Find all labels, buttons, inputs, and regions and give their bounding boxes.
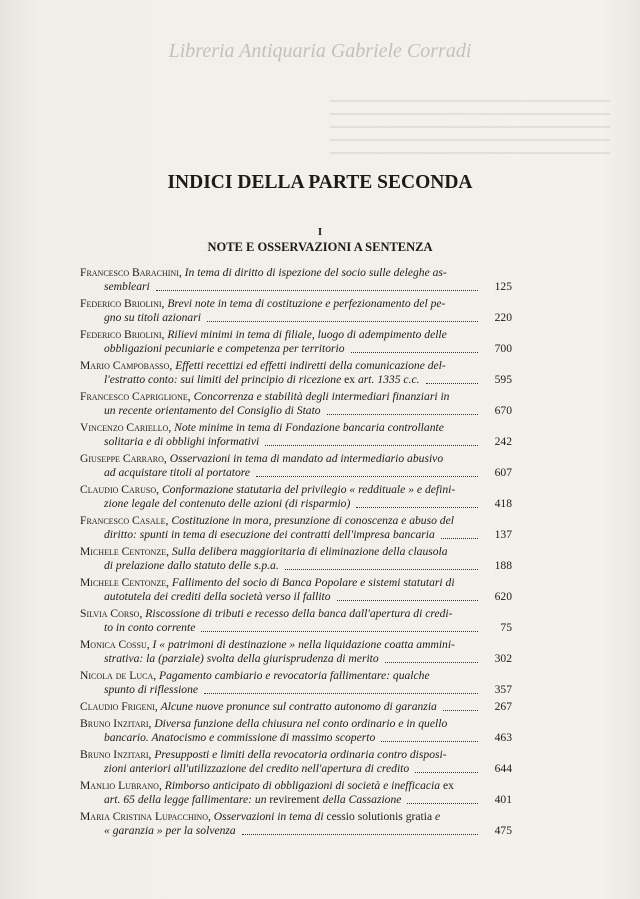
dot-leader — [381, 741, 478, 742]
entry-text — [80, 421, 482, 449]
title-text: Rilievi minimi in tema di filiale, luogo di adempimento delle — [167, 328, 447, 341]
dot-leader — [156, 290, 478, 291]
entry-line-text — [104, 652, 379, 666]
entry-author: Silvia Corso — [80, 607, 140, 620]
entry-line-text — [104, 497, 350, 511]
entry-title — [104, 652, 379, 665]
entry-text — [80, 638, 482, 666]
entry-line-text — [104, 466, 250, 480]
entry-text — [80, 717, 482, 745]
dot-leader — [327, 414, 478, 415]
page-number: 463 — [494, 731, 512, 744]
entry-line-text — [104, 762, 409, 776]
index-entry — [80, 266, 512, 294]
title-text: « garanzia » per la solvenza — [104, 824, 236, 837]
entry-line: Francesco Capriglione, Concorrenza e stabilità degli intermediari finanziari in — [80, 390, 450, 403]
page-number: 357 — [494, 683, 512, 696]
entry-line: Bruno Inzitari, Diversa funzione della chiusura nel conto ordinario e in quello — [80, 717, 448, 730]
title-text: Sulla delibera maggioritaria di eliminazione della clausola — [171, 545, 448, 558]
entry-title — [104, 342, 345, 355]
entry-text — [80, 390, 482, 418]
dot-leader — [415, 772, 478, 773]
index-entry — [80, 359, 512, 387]
index-entry — [80, 576, 512, 604]
entry-title — [154, 748, 446, 761]
dot-leader — [207, 321, 478, 322]
entry-line-text — [104, 435, 259, 449]
entry-title — [104, 497, 350, 510]
entry-line: Michele Centonze, Fallimento del socio di Banca Popolare e sistemi statutari di — [80, 576, 455, 589]
index-entry — [80, 328, 512, 356]
entry-title — [194, 390, 450, 403]
title-text: zione legale del contenuto delle azioni (di risparmio) — [104, 497, 351, 510]
entry-line — [80, 435, 482, 449]
title-text: Brevi note in tema di costituzione e perfezionamento del pe- — [167, 297, 446, 310]
entry-title — [104, 559, 279, 572]
entry-line — [80, 762, 482, 776]
entry-text — [80, 700, 482, 714]
title-text: In tema di diritto di ispezione del socio sulle deleghe as- — [184, 266, 447, 279]
entry-line-text — [104, 342, 345, 356]
title-text: autotutela dei crediti della società verso il fallito — [104, 590, 331, 603]
title-text: art. 1335 c.c. — [355, 373, 420, 386]
title-text: Osservazioni in tema di mandato ad intermediario abusivo — [169, 452, 444, 465]
entry-author: Francesco Capriglione — [80, 390, 188, 403]
entry-author: Bruno Inzitari — [80, 717, 149, 730]
entry-line-text — [104, 404, 321, 418]
page-number: 302 — [494, 652, 512, 665]
title-text: Costituzione in mora, presunzione di conoscenza e abuso del — [171, 514, 454, 527]
entry-line — [80, 497, 482, 511]
entry-title — [104, 621, 195, 634]
page-number: 607 — [494, 466, 512, 479]
index-entry — [80, 545, 512, 573]
entry-line: Claudio Caruso, Conformazione statutaria del privilegio « reddituale » e defini- — [80, 483, 456, 496]
entry-title — [104, 590, 331, 603]
title-text: obbligazioni pecuniarie e competenza per territorio — [104, 342, 345, 355]
entry-author: Bruno Inzitari — [80, 748, 149, 761]
entry-title — [104, 683, 198, 696]
entry-text — [80, 576, 482, 604]
title-text: art. 65 della legge fallimentare: un — [104, 793, 270, 806]
entry-line — [80, 621, 482, 635]
dot-leader — [385, 662, 478, 663]
entry-line — [80, 793, 482, 807]
entry-author: Maria Cristina Lupacchino — [80, 810, 208, 823]
entry-line: Mario Campobasso, Effetti recettizi ed effetti indiretti della comunicazione del- — [80, 359, 446, 372]
entry-author: Federico Briolini — [80, 328, 162, 341]
entry-title — [170, 452, 443, 465]
entry-line — [80, 731, 482, 745]
entry-line — [80, 311, 482, 325]
entry-text — [80, 483, 482, 511]
entry-line — [80, 528, 482, 542]
entry-author: Monica Cossu — [80, 638, 147, 651]
entry-line: Federico Briolini, Rilievi minimi in tema di filiale, luogo di adempimento delle — [80, 328, 447, 341]
entry-line: Monica Cossu, I « patrimoni di destinazione » nella liquidazione coatta ammini- — [80, 638, 455, 651]
roman-term: ex — [442, 779, 454, 792]
page-number: 220 — [494, 311, 512, 324]
entry-author: Nicola de Luca — [80, 669, 154, 682]
entry-text — [80, 359, 482, 387]
dot-leader — [201, 631, 478, 632]
entry-line — [80, 683, 482, 697]
entry-title — [153, 638, 455, 651]
entry-line: Giuseppe Carraro, Osservazioni in tema di mandato ad intermediario abusivo — [80, 452, 444, 465]
entry-text — [80, 669, 482, 697]
entry-text — [80, 297, 482, 325]
dot-leader — [337, 600, 478, 601]
entry-title — [104, 435, 259, 448]
index-entry — [80, 297, 512, 325]
entry-title — [104, 466, 250, 479]
title-text: Alcune nuove pronunce sul contratto autonomo di garanzia — [160, 700, 437, 713]
page-number: 188 — [494, 559, 512, 572]
roman-term: ex — [344, 373, 356, 386]
entry-line: Nicola de Luca, Pagamento cambiario e revocatoria fallimentare: qualche — [80, 669, 430, 682]
entry-text — [80, 748, 482, 776]
entry-title — [104, 373, 420, 386]
entry-title — [104, 824, 236, 837]
entry-line: Maria Cristina Lupacchino, Osservazioni in tema di cessio solutionis gratia e — [80, 810, 441, 823]
entry-line: Bruno Inzitari, Presupposti e limiti della revocatoria ordinaria contro disposi- — [80, 748, 447, 761]
entry-text — [80, 328, 482, 356]
index-entry — [80, 607, 512, 635]
entry-title — [104, 731, 375, 744]
title-text: Presupposti e limiti della revocatoria ordinaria contro disposi- — [154, 748, 447, 761]
entry-line — [80, 824, 482, 838]
entry-title — [159, 669, 430, 682]
page-number: 75 — [500, 621, 512, 634]
title-text: ad acquistare titoli al portatore — [104, 466, 250, 479]
page-heading: INDICI DELLA PARTE SECONDA — [167, 172, 473, 193]
entry-author: Francesco Barachini — [80, 266, 179, 279]
watermark: Libreria Antiquaria Gabriele Corradi — [168, 40, 472, 62]
entry-text — [80, 452, 482, 480]
page-number: 620 — [494, 590, 512, 603]
entry-title — [167, 297, 445, 310]
entry-text — [80, 514, 482, 542]
title-text: gno su titoli azionari — [104, 311, 201, 324]
entry-author: Michele Centonze — [80, 545, 167, 558]
title-text: un recente orientamento del Consiglio di Stato — [104, 404, 321, 417]
entry-line — [80, 342, 482, 356]
title-text: I « patrimoni di destinazione » nella liquidazione coatta ammini- — [152, 638, 455, 651]
title-text: solitaria e di obblighi informativi — [104, 435, 260, 448]
entry-title — [161, 700, 437, 713]
title-text: e — [432, 810, 441, 823]
dot-leader — [443, 710, 478, 711]
entry-title — [174, 421, 444, 434]
entry-line — [80, 559, 482, 573]
entry-author: Mario Campobasso — [80, 359, 170, 372]
dot-leader — [351, 352, 478, 353]
section-title: NOTE E OSSERVAZIONI A SENTENZA — [207, 240, 433, 254]
entry-line: Francesco Casale, Costituzione in mora, presunzione di conoscenza e abuso del — [80, 514, 454, 527]
entry-text — [80, 266, 482, 294]
entry-author: Michele Centonze — [80, 576, 167, 589]
dot-leader — [285, 569, 478, 570]
bleed-through-texture — [330, 100, 610, 160]
entry-line — [80, 590, 482, 604]
entry-author: Claudio Frigeni — [80, 700, 155, 713]
entry-title — [104, 280, 150, 293]
title-text: l'estratto conto: sui limiti del principio di ricezione — [104, 373, 345, 386]
title-text: Osservazioni in tema di — [213, 810, 327, 823]
entry-author: Giuseppe Carraro — [80, 452, 164, 465]
page-number: 125 — [494, 280, 512, 293]
entry-text — [80, 545, 482, 573]
page-number: 644 — [494, 762, 512, 775]
dot-leader — [407, 803, 478, 804]
index-list — [80, 266, 512, 841]
page-number: 137 — [494, 528, 512, 541]
entry-title — [172, 576, 455, 589]
entry-title — [104, 793, 401, 806]
entry-title — [104, 311, 201, 324]
entry-line-text — [104, 559, 279, 573]
entry-title — [165, 779, 454, 792]
entry-title — [154, 717, 447, 730]
index-entry — [80, 779, 512, 807]
dot-leader — [256, 476, 478, 477]
entry-line-text: Claudio Frigeni, Alcune nuove pronunce sul contratto autonomo di garanzia — [80, 700, 437, 713]
entry-line-text — [104, 824, 236, 838]
title-text: strativa: la (parziale) svolta della giurisprudenza di merito — [104, 652, 379, 665]
entry-line: Federico Briolini, Brevi note in tema di costituzione e perfezionamento del pe- — [80, 297, 446, 310]
entry-line-text — [104, 528, 435, 542]
dot-leader — [204, 693, 478, 694]
title-text: bancario. Anatocismo e commissione di massimo scoperto — [104, 731, 376, 744]
title-text: zioni anteriori all'utilizzazione del credito nell'apertura di credito — [104, 762, 410, 775]
entry-author: Manlio Lubrano — [80, 779, 159, 792]
entry-title — [104, 404, 321, 417]
title-text: to in conto corrente — [104, 621, 196, 634]
entry-line — [80, 373, 482, 387]
index-entry — [80, 514, 512, 542]
entry-title — [104, 528, 435, 541]
entry-line — [80, 652, 482, 666]
index-entry — [80, 748, 512, 776]
entry-author: Claudio Caruso — [80, 483, 157, 496]
index-entry — [80, 452, 512, 480]
entry-line-text — [104, 621, 195, 635]
entry-title — [162, 483, 455, 496]
title-text: Rimborso anticipato di obbligazioni di società e inefficacia — [164, 779, 443, 792]
entry-text — [80, 810, 482, 838]
title-text: Effetti recettizi ed effetti indiretti della comunicazione del- — [175, 359, 446, 372]
title-text: della Cassazione — [319, 793, 402, 806]
page-number: 595 — [494, 373, 512, 386]
index-entry — [80, 483, 512, 511]
entry-line — [80, 700, 482, 714]
entry-title — [175, 359, 446, 372]
entry-line-text — [104, 590, 331, 604]
entry-line-text — [104, 731, 375, 745]
entry-author: Francesco Casale — [80, 514, 166, 527]
title-text: spunto di riflessione — [104, 683, 199, 696]
dot-leader — [242, 834, 478, 835]
entry-line-text — [104, 373, 420, 387]
title-text: Riscossione di tributi e recesso della banca dall'apertura di credi- — [145, 607, 453, 620]
index-entry — [80, 700, 512, 714]
page-number: 418 — [494, 497, 512, 510]
dot-leader — [441, 538, 478, 539]
entry-line-text — [104, 280, 150, 294]
entry-title — [214, 810, 440, 823]
index-entry — [80, 638, 512, 666]
entry-line: Silvia Corso, Riscossione di tributi e recesso della banca dall'apertura di credi- — [80, 607, 453, 620]
title-text: Conformazione statutaria del privilegio « reddituale » e defini- — [161, 483, 456, 496]
entry-line — [80, 466, 482, 480]
title-text: diritto: spunti in tema di esecuzione dei contratti dell'impresa bancaria — [104, 528, 435, 541]
entry-title — [104, 762, 409, 775]
entry-line — [80, 404, 482, 418]
index-entry — [80, 669, 512, 697]
index-entry — [80, 390, 512, 418]
index-entry — [80, 421, 512, 449]
entry-author: Federico Briolini — [80, 297, 162, 310]
entry-title — [171, 514, 454, 527]
page-number: 475 — [494, 824, 512, 837]
entry-text — [80, 607, 482, 635]
entry-title — [145, 607, 452, 620]
entry-line-text — [104, 793, 401, 807]
roman-term: revirement — [269, 793, 320, 806]
entry-line: Michele Centonze, Sulla delibera maggioritaria di eliminazione della clausola — [80, 545, 448, 558]
entry-line: Francesco Barachini, In tema di diritto di ispezione del socio sulle deleghe as- — [80, 266, 447, 279]
entry-line: Manlio Lubrano, Rimborso anticipato di obbligazioni di società e inefficacia ex — [80, 779, 454, 792]
entry-author: Vincenzo Cariello — [80, 421, 169, 434]
page-number: 242 — [494, 435, 512, 448]
entry-line: Vincenzo Cariello, Note minime in tema di Fondazione bancaria controllante — [80, 421, 444, 434]
title-text: sembleari — [104, 280, 150, 293]
entry-line — [80, 280, 482, 294]
section-number: I — [317, 226, 323, 238]
title-text: Diversa funzione della chiusura nel conto ordinario e in quello — [154, 717, 448, 730]
page-number: 700 — [494, 342, 512, 355]
title-text: di prelazione dallo statuto delle s.p.a. — [104, 559, 279, 572]
title-text: Note minime in tema di Fondazione bancaria controllante — [174, 421, 444, 434]
page-number: 670 — [494, 404, 512, 417]
entry-text — [80, 779, 482, 807]
dot-leader — [356, 507, 478, 508]
entry-title — [172, 545, 448, 558]
entry-title — [167, 328, 447, 341]
page-number: 267 — [494, 700, 512, 713]
index-entry — [80, 810, 512, 838]
dot-leader — [265, 445, 478, 446]
entry-title — [185, 266, 447, 279]
title-text: Fallimento del socio di Banca Popolare e sistemi statutari di — [171, 576, 455, 589]
title-text: Concorrenza e stabilità degli intermediari finanziari in — [193, 390, 450, 403]
page-number: 401 — [494, 793, 512, 806]
entry-line-text — [104, 683, 198, 697]
dot-leader — [426, 383, 479, 384]
index-entry — [80, 717, 512, 745]
entry-line-text — [104, 311, 201, 325]
roman-term: cessio solutionis gratia — [326, 810, 433, 823]
title-text: Pagamento cambiario e revocatoria fallimentare: qualche — [159, 669, 430, 682]
